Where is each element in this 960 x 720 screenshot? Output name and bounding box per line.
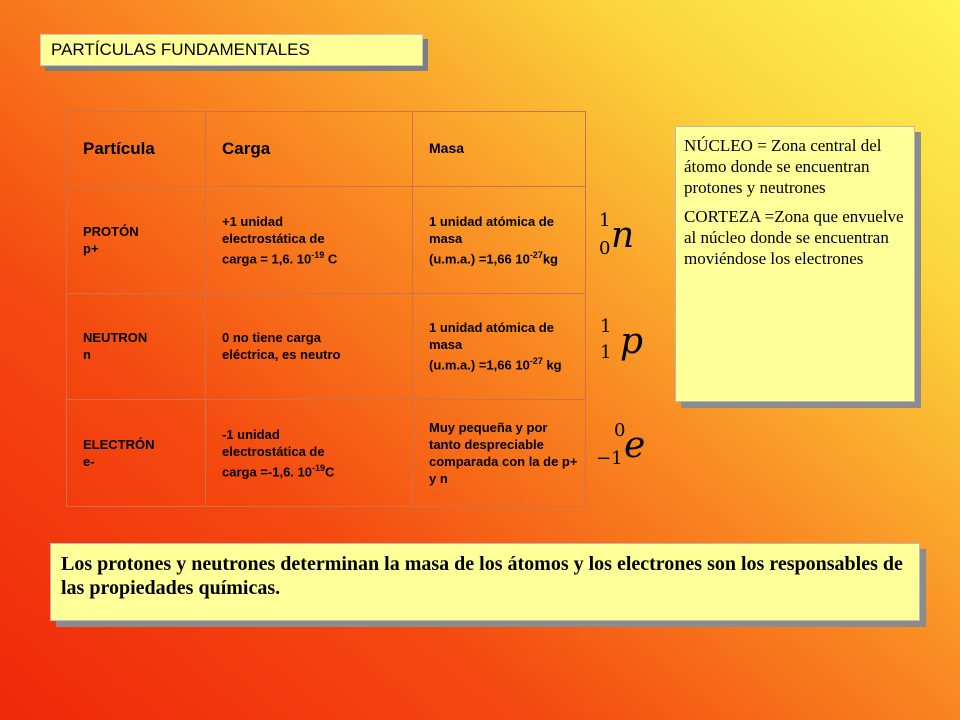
particle-cell [67, 400, 206, 507]
mass-number: 0 [614, 420, 626, 441]
charge-exponent: -19 [311, 249, 325, 260]
charge-text: -1 unidad electrostática de carga =-1,6. 10 [222, 426, 325, 480]
mass-cell [413, 400, 586, 507]
charge-unit: C [325, 464, 335, 480]
mass-unit: kg [542, 250, 558, 266]
particle-cell [67, 186, 206, 293]
mass-text: Muy pequeña y por tanto despreciable comparada con la de p+ y n [429, 420, 578, 487]
electron-notation [596, 422, 652, 472]
mass-text: 1 unidad atómica de masa (u.m.a.) =1,66 10 [429, 213, 554, 266]
charge-cell [206, 293, 413, 400]
particle-name: ELECTRÓN e- [83, 437, 155, 470]
particles-table [66, 111, 586, 507]
charge-exponent: -19 [311, 462, 325, 473]
charge-cell [206, 400, 413, 507]
charge-cell [206, 186, 413, 293]
atomic-number: 0 [599, 238, 611, 259]
header-charge: Carga [206, 112, 413, 187]
mass-text: 1 unidad atómica de masa (u.m.a.) =1,66 10 [429, 320, 554, 373]
definitions-box [675, 126, 915, 402]
charge-text: 0 no tiene carga eléctrica, es neutro [222, 330, 341, 363]
mass-number: 1 [600, 316, 612, 337]
header-particle: Partícula [67, 112, 206, 187]
header-mass: Masa [413, 112, 586, 187]
atomic-number: 1 [600, 342, 612, 363]
charge-unit: C [324, 250, 338, 266]
conclusion-text: Los protones y neutrones determinan la masa de los átomos y los electrones son los responsables de las propiedades químicas. [61, 553, 903, 599]
page-title: PARTÍCULAS FUNDAMENTALES [40, 34, 423, 66]
table-row [67, 400, 586, 507]
particle-symbol: n [611, 215, 635, 256]
particle-name: NEUTRON n [83, 330, 148, 363]
table-row [67, 293, 586, 400]
mass-exponent: -27 [529, 249, 543, 260]
conclusion-box [50, 543, 920, 621]
mass-unit: kg [542, 357, 562, 373]
neutron-notation [597, 212, 647, 262]
charge-text: +1 unidad electrostática de carga = 1,6. 10 [222, 213, 325, 266]
proton-notation [598, 318, 648, 368]
corteza-definition: CORTEZA =Zona que envuelve al núcleo donde se encuentran moviéndose los electrones [684, 207, 904, 268]
table-header-row [67, 112, 586, 187]
particle-name: PROTÓN p+ [83, 223, 139, 256]
particle-cell [67, 293, 206, 400]
mass-exponent: -27 [529, 356, 543, 367]
mass-number: 1 [599, 210, 611, 231]
table-row [67, 186, 586, 293]
mass-cell [413, 293, 586, 400]
nucleo-definition: NÚCLEO = Zona central del átomo donde se encuentran protones y neutrones [684, 136, 882, 197]
particle-symbol: e [624, 425, 646, 466]
mass-cell [413, 186, 586, 293]
atomic-number: −1 [596, 448, 623, 469]
particle-symbol: p [620, 321, 644, 362]
